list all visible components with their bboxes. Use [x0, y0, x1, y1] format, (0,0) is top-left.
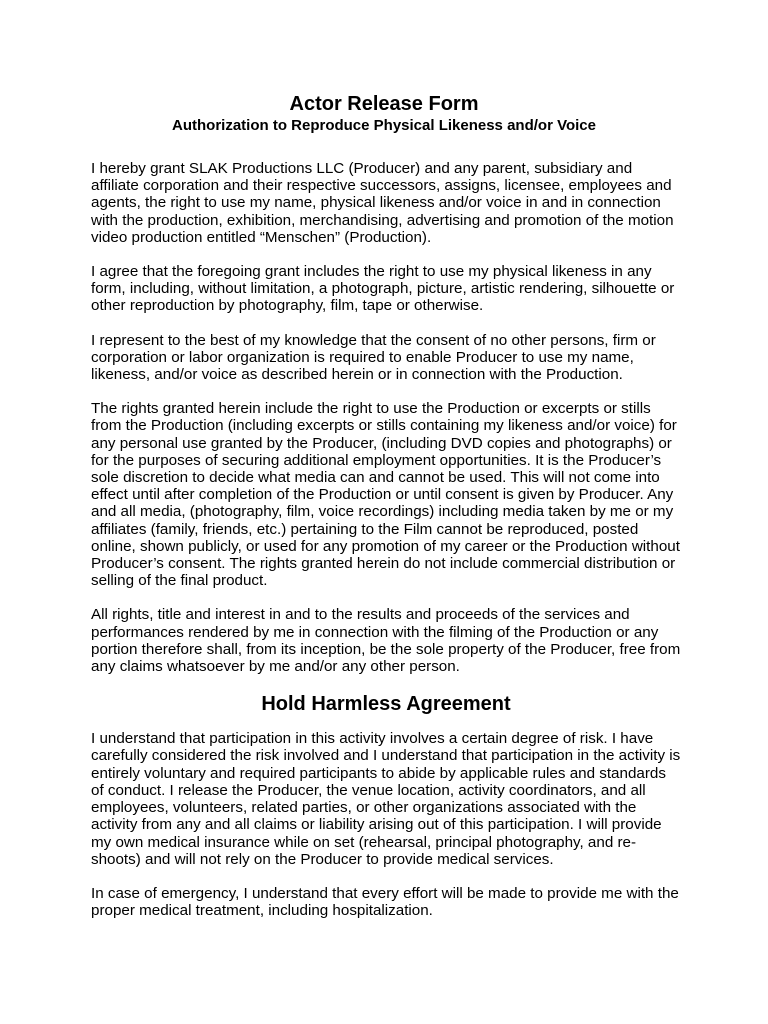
- page-title: Actor Release Form: [289, 93, 479, 115]
- section-heading-hold-harmless: Hold Harmless Agreement: [261, 693, 511, 716]
- paragraph-ownership: All rights, title and interest in and to the results and proceeds of the services and performances rendered by me in connection with the filming of the Production or any portion therefore shall, from its inception, be the sole property of the Producer, free from any claims whatsoever by me and/or any other person.: [91, 606, 681, 676]
- paragraph-consent: I represent to the best of my knowledge that the consent of no other persons, firm or corporation or labor organization is required to enable Producer to use my name, likeness, and/or voice as described herein or in connection with the Production.: [91, 331, 656, 384]
- paragraph-emergency: In case of emergency, I understand that every effort will be made to provide me with the proper medical treatment, including hospitalization.: [91, 884, 679, 920]
- paragraph-risk: I understand that participation in this activity involves a certain degree of risk. I have carefully considered the risk involved and I understand that participation in the activity is entirely voluntary and required participants to abide by applicable rules and standards of conduct. I release the Producer, the venue location, activity coordinators, and all employees, volunteers, related parties, or other organizations associated with the activity from any and all claims or liability arising out of this participation. I will provide my own medical insurance while on set (rehearsal, principal photography, and re-shoots) and will not rely on the Producer to provide medical services.: [91, 730, 681, 868]
- paragraph-rights: The rights granted herein include the right to use the Production or excerpts or stills from the Production (including excerpts or stills containing my likeness and/or voice) for any personal use granted by the Producer, (including DVD copies and photographs) or for the purposes of securing additional employment opportunities. It is the Producer’s sole discretion to decide what media can and cannot be used. This will not come into effect until after completion of the Production or until consent is given by Producer. Any and all media, (photography, film, voice recordings) including media taken by me or my affiliates (family, friends, etc.) pertaining to the Film cannot be reproduced, posted online, shown publicly, or used for any promotion of my career or the Production without Producer’s consent. The rights granted herein do not include commercial distribution or selling of the final product.: [91, 400, 680, 590]
- paragraph-grant: I hereby grant SLAK Productions LLC (Producer) and any parent, subsidiary and affiliate corporation and their respective successors, assigns, licensee, employees and agents, the right to use my name, physical likeness and/or voice in and in connection with the production, exhibition, merchandising, advertising and promotion of the motion video production entitled “Menschen” (Production).: [91, 160, 674, 246]
- paragraph-likeness: I agree that the foregoing grant includes the right to use my physical likeness in any form, including, without limitation, a photograph, picture, artistic rendering, silhouette or other reproduction by photography, film, tape or otherwise.: [91, 263, 675, 315]
- document-body: [91, 160, 681, 936]
- page-subtitle: Authorization to Reproduce Physical Likeness and/or Voice: [172, 117, 596, 134]
